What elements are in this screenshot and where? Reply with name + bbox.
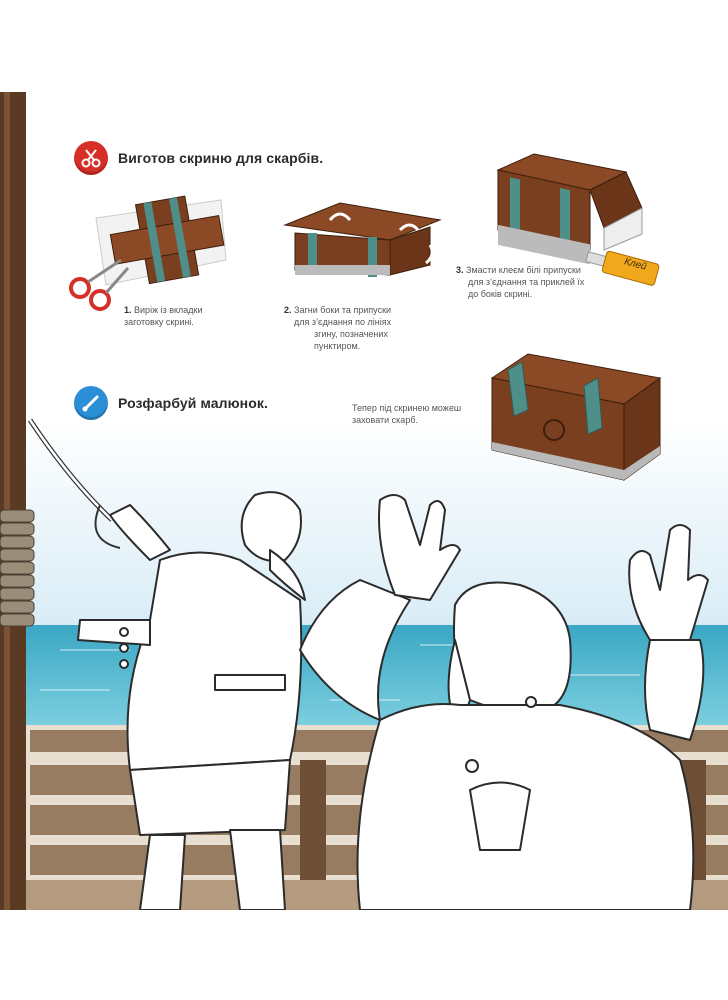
final-note-text: Тепер під скринею можеш — [352, 403, 462, 413]
chest-template-illustration — [66, 190, 236, 320]
step-number: 2. — [284, 305, 292, 315]
step-text: Загни боки та припуски — [294, 305, 392, 315]
chest-folding-illustration — [280, 195, 445, 285]
step-text: до боків скрині. — [468, 289, 533, 299]
step-text: пунктиром. — [314, 341, 361, 351]
step-number: 3. — [456, 265, 464, 275]
step-2 — [284, 304, 391, 352]
make-chest-title: Виготов скриню для скарбів. — [118, 150, 324, 166]
step-number: 1. — [124, 305, 132, 315]
step-text: Виріж із вкладки — [134, 305, 203, 315]
step-3 — [456, 264, 584, 300]
step-text: Змасти клеєм білі припуски — [466, 265, 581, 275]
finished-chest-illustration — [488, 350, 663, 500]
glue-stick-icon — [584, 246, 659, 286]
step-text: згину, позначених — [314, 329, 388, 339]
paintbrush-icon — [74, 386, 108, 420]
step-text: для з’єднання по лініях — [294, 317, 392, 327]
coloring-title: Розфарбуй малюнок. — [118, 395, 268, 411]
step-text: для з’єднання та приклей їх — [468, 277, 585, 287]
step-text: заготовку скрині. — [124, 317, 194, 327]
make-chest-header — [74, 141, 323, 175]
step-1 — [124, 304, 203, 328]
coloring-header — [74, 386, 268, 420]
final-note — [352, 402, 461, 426]
scissors-icon — [74, 141, 108, 175]
final-note-text: заховати скарб. — [352, 415, 418, 425]
mast — [0, 92, 26, 910]
glue-label: Клей — [622, 256, 648, 273]
